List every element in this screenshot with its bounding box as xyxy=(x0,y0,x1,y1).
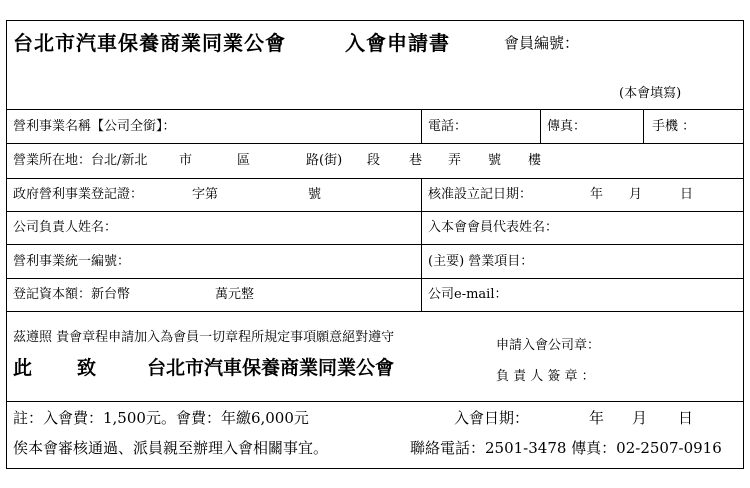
registration-label: 政府營利事業登記證： xyxy=(13,187,144,202)
approval-month: 月 xyxy=(629,187,643,202)
registration-zi-di: 字第 xyxy=(192,187,219,202)
address-label: 營業所在地：台北/新北 xyxy=(13,153,148,168)
capital-label: 登記資本額：新台幣 xyxy=(13,287,131,302)
address-floor: 樓 xyxy=(528,153,542,168)
row-divider xyxy=(7,211,743,212)
application-form xyxy=(6,20,744,469)
address-district: 區 xyxy=(237,153,251,168)
column-divider xyxy=(643,109,644,143)
company-seal-label: 申請入會公司章： xyxy=(496,338,601,353)
fees-note: 註：入會費：1,500元。會費：年繳6,000元 xyxy=(13,409,309,427)
row-divider xyxy=(7,278,743,279)
approval-day: 日 xyxy=(680,187,694,202)
business-items-label: (主要) 營業項目： xyxy=(428,254,534,269)
approval-date-label: 核准設立記日期： xyxy=(428,187,533,202)
mobile-label: 手機 ： xyxy=(652,119,696,134)
pledge-statement: 茲遵照 貴會章程申請加入為會員一切章程所規定事項願意絕對遵守 xyxy=(13,330,395,345)
fax-label: 傳真： xyxy=(547,119,587,134)
address-road: 路(街) xyxy=(306,153,343,168)
row-divider xyxy=(7,311,743,312)
form-title: 入會申請書 xyxy=(345,31,450,55)
uniform-number-label: 營利事業統一編號： xyxy=(13,254,131,269)
row-divider xyxy=(7,244,743,245)
zhi-ci: 此 xyxy=(13,357,33,379)
member-number-label: 會員編號： xyxy=(504,34,580,52)
join-date-label: 入會日期： xyxy=(454,409,530,427)
address-lane: 巷 xyxy=(409,153,423,168)
phone-label: 電話： xyxy=(428,119,468,134)
column-divider xyxy=(421,109,422,143)
address-city: 市 xyxy=(179,153,193,168)
responsible-sign-label: 負 責 人 簽 章 ： xyxy=(496,369,595,384)
approval-year: 年 xyxy=(590,187,604,202)
address-alley: 弄 xyxy=(448,153,462,168)
capital-unit: 萬元整 xyxy=(215,287,255,302)
column-divider xyxy=(421,178,422,311)
row-divider xyxy=(7,178,743,179)
zhi-zhi: 致 xyxy=(77,357,97,379)
join-month: 月 xyxy=(632,409,648,427)
join-year: 年 xyxy=(589,409,605,427)
addressee: 台北市汽車保養商業同業公會 xyxy=(147,357,395,379)
join-day: 日 xyxy=(678,409,694,427)
email-label: 公司e-mail： xyxy=(428,287,508,302)
responsible-person-label: 公司負責人姓名： xyxy=(13,220,118,235)
column-divider xyxy=(540,109,541,143)
contact-info: 聯絡電話：2501-3478 傳真：02-2507-0916 xyxy=(410,439,722,457)
row-divider xyxy=(7,143,743,144)
office-use-note: (本會填寫) xyxy=(619,86,682,101)
member-representative-label: 入本會會員代表姓名： xyxy=(428,220,559,235)
review-note: 俟本會審核通過、派員親至辦理入會相關事宜。 xyxy=(13,439,329,457)
address-section: 段 xyxy=(367,153,381,168)
registration-hao: 號 xyxy=(308,187,322,202)
row-divider xyxy=(7,109,743,110)
association-title: 台北市汽車保養商業同業公會 xyxy=(13,31,286,55)
address-number: 號 xyxy=(488,153,502,168)
row-divider xyxy=(7,401,743,402)
company-name-label: 營利事業名稱【公司全銜】： xyxy=(13,119,176,134)
